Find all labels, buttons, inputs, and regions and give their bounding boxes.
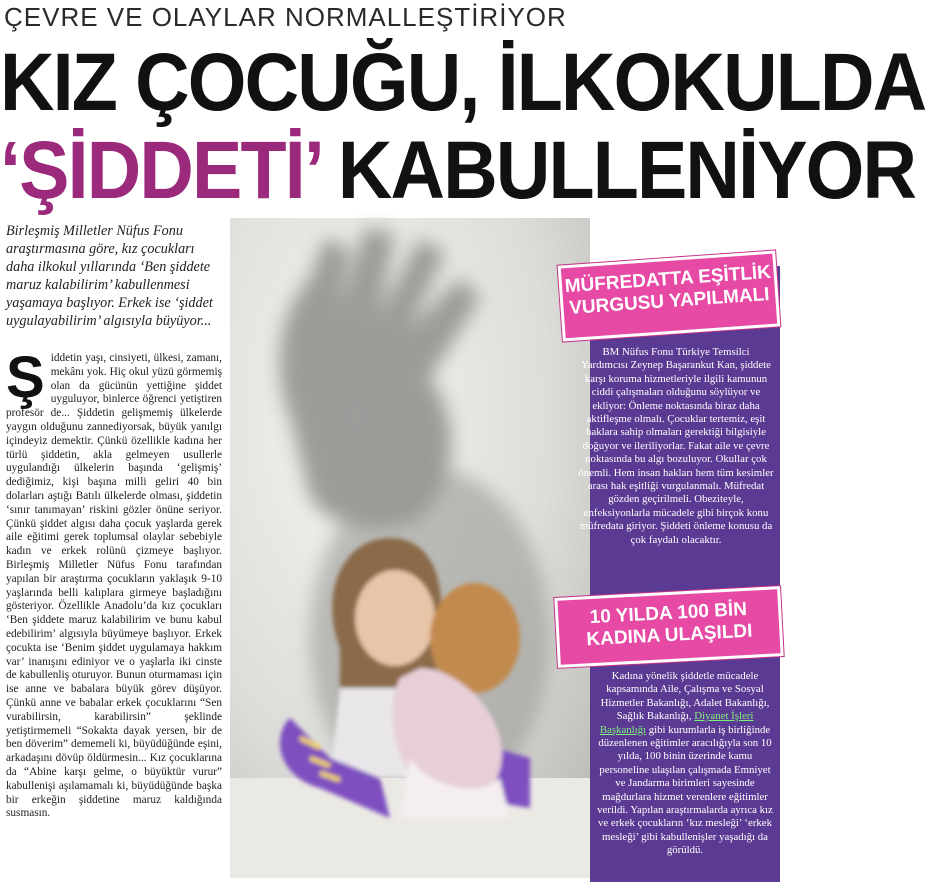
headline-line-1: KIZ ÇOCUĞU, İLKOKULDA — [0, 37, 925, 128]
headline-rest: KABULLENİYOR — [318, 125, 916, 216]
sidebar-text-2 — [594, 670, 776, 858]
sidebar-banner-2 — [554, 586, 783, 668]
article-photo — [230, 218, 590, 878]
sidebar-text-2-post: gibi kurumlarla iş birliğinde düzenlenen eğitimler aracılığıyla son 10 yılda, 100 binin üzerinde kamu personeline ulaşılan çalışmada Emniyet ve Jandarma birimleri sayesinde mağdurlara hizmet verenlere eğitimler verildi. Yapılan araştırmalarda ayrıca kız ve erkek çocukların ‘kız mesleği’ ‘erkek mesleği’ gibi kabullenişler yaşadığı da görüldü. — [597, 723, 773, 857]
sidebar-banner-1 — [558, 250, 781, 341]
lead-paragraph: Birleşmiş Milletler Nüfus Fonu araştırmasına göre, kız çocukları daha ilkokul yıllarında ‘Ben şiddete maruz kalabilirim’ kabullenmesi yaşamaya başlıyor. Erkek ise ‘şiddet uygulayabilirim’ algısıyla büyüyor... — [6, 223, 213, 329]
highlighted-institution: Diyanet İşleri Başkanlığı — [599, 710, 754, 736]
banner-1-text: MÜFREDATTA EŞİTLİK VURGUSU YAPILMALI — [564, 261, 772, 319]
sidebar-text-1: BM Nüfus Fonu Türkiye Temsilci Yardımcısı Zeynep Başarankut Kan, şiddete karşı koruma hizmetleriyle ilgili kamunun ciddi çalışmaları olduğunu söylüyor ve ekliyor: Önleme noktasında biraz daha aktifleşme olmalı. Çocuklar tertemiz, eşit haklara sahip olmaları gerektiği bilgisiyle doğuyor ve ileriliyorlar. Fakat aile ve çevre noktasında bu algı bozuluyor. Okullar çok önemli. Hem insan hakları hem tüm kesimler arası hak eşitliği vurgulanmalı. Müfredat gözden geçirilmeli. Obeziteyle, enfeksiyonlarla mücadele gibi birçok konu müfredata giriyor. Şiddeti önleme konusu da çok faydalı olacaktır. — [578, 346, 774, 546]
drop-cap: Ş — [6, 345, 45, 410]
article-text: iddetin yaşı, cinsiyeti, ülkesi, zamanı, mekânı yok. Hiç okul yüzü görmemiş olan da gücünün yettiğine şiddet uyguluyor, binlerce öğrenci yetiştiren profesör de... Şiddetin gelişmemiş ülkelerde yaygın olduğunu zannediyorsak, büyük yanılgı içindeyiz demektir. Çünkü özellikle kadına her türlü şiddetin, akla gelmeyen usullerle uygulandığı ülkelerin başında ‘gelişmiş’ dediğimiz, kişi başına milli geliri 40 bin dolarları aştığı Batılı ülkelerde olması, şiddetin ‘sınır tanımayan’ riskini gözler önüne seriyor. Çünkü şiddet algısı daha çocuk yaşlarda gerek aile eğitimi gerek toplumsal olaylar sebebiyle kadın ve erkek rolünü çizmeye başlıyor. Birleşmiş Milletler Nüfus Fonu tarafından yapılan bir araştırma çocukların yaklaşık 9-10 yaşlarında belli kalıplara girmeye başladığını gösteriyor. Özellikle Anadolu’da kız çocukları ‘Ben şiddete maruz kalabilirim ve bunu kabul edebilirim’ algısıyla büyümeye başlıyor. Erkek çocukta ise ‘Benim şiddet uygulamaya hakkım var’ inanışını ediniyor ve o yaşlarla iki cinste de kabullenliş oturuyor. Bunun oturmaması için ise anne ve babalara büyük görev düşüyor. Çünkü anne ve babalar erkek çocuklarını “Sen vurabilirsin, karabilirsin” şeklinde yetiştirmemeli “Sokakta dayak yersen, bir de ben döverim” dememeli ki, büyüdüğünde eşini, arkadaşını dövüp öldürmesin... Kız çocuklarına da “Abine karşı gelme, o büyüktür vurur” kabullenişi aşılamamalı ki, büyüdüğünde başka bir erkeğin şiddetine maruz kaldığında susmasın. — [6, 352, 222, 820]
headline-highlight: ‘ŞİDDETİ’ — [0, 125, 319, 216]
kicker: ÇEVRE VE OLAYLAR NORMALLEŞTİRİYOR — [4, 2, 567, 32]
headline-line-2 — [0, 125, 916, 216]
banner-2-text: 10 YILDA 100 BİN KADINA ULAŞILDI — [585, 598, 753, 651]
article-body — [6, 345, 222, 821]
girl-with-doll-image — [230, 218, 590, 878]
sidebar-text-2-pre: Kadına yönelik şiddetle mücadele kapsamında Aile, Çalışma ve Sosyal Hizmetler Bakanlığı, Adalet Bakanlığı, Sağlık Bakanlığı, — [600, 670, 770, 723]
